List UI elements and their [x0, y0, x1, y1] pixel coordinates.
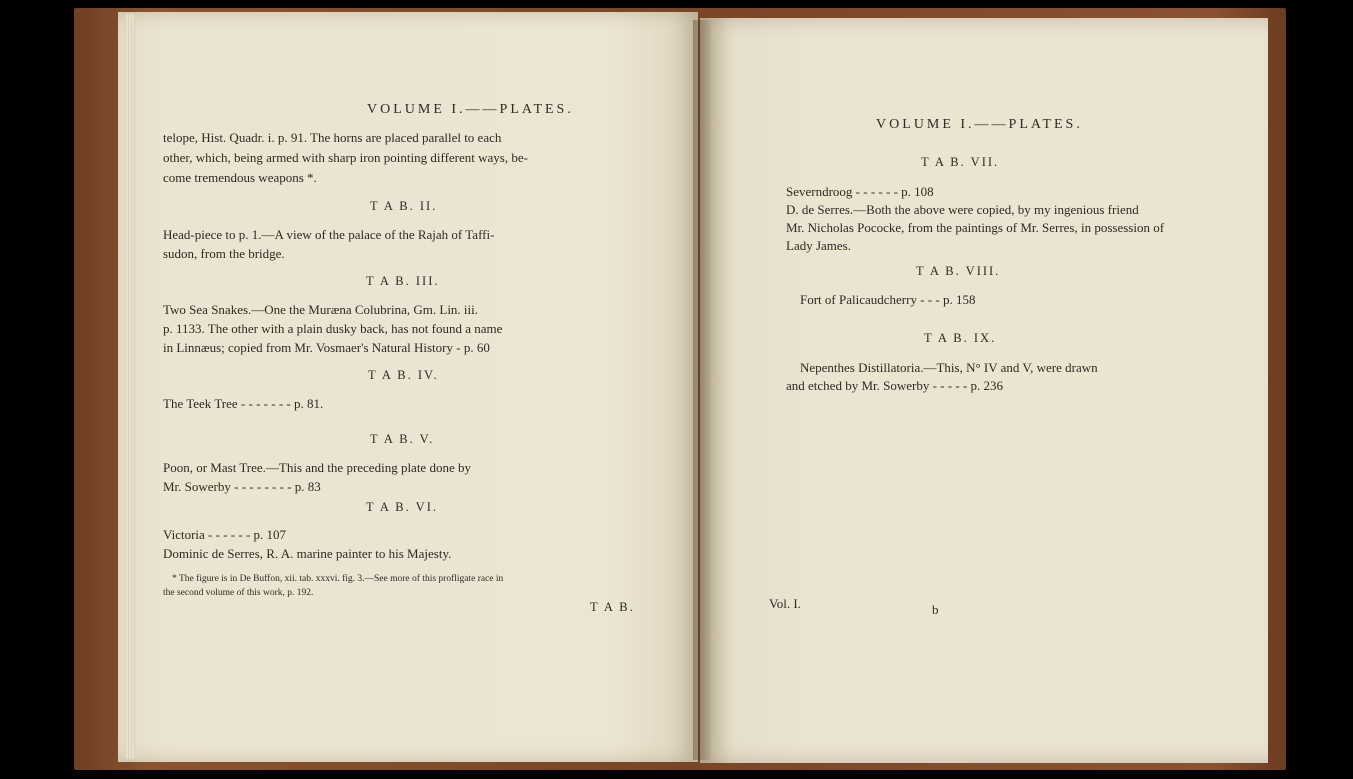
- tab4-line: The Teek Tree - - - - - - - p. 81.: [163, 396, 324, 411]
- tab7-line-4: Lady James.: [786, 238, 851, 253]
- tab7-line-3: Mr. Nicholas Pococke, from the paintings of Mr. Serres, in possession of: [786, 220, 1165, 235]
- tab9-line-1: Nepenthes Distillatoria.—This, N° IV and V, were drawn: [800, 360, 1098, 375]
- tab7-line-1: Severndroog - - - - - - p. 108: [786, 184, 934, 199]
- tab2-heading: T A B. II.: [370, 199, 438, 213]
- tab3-line-3: in Linnæus; copied from Mr. Vosmaer's Natural History - p. 60: [163, 340, 490, 355]
- left-catchword: T A B.: [590, 600, 635, 614]
- intro-line-3: come tremendous weapons *.: [163, 170, 317, 185]
- left-running-header: VOLUME I.——PLATES.: [367, 102, 574, 117]
- tab3-heading: T A B. III.: [366, 274, 440, 288]
- tab5-line-2: Mr. Sowerby - - - - - - - - p. 83: [163, 479, 321, 494]
- signature-volume: Vol. I.: [769, 596, 801, 611]
- book-gutter: [693, 20, 711, 760]
- tab3-line-2: p. 1133. The other with a plain dusky back, has not found a name: [163, 321, 503, 336]
- page-edges: [125, 14, 135, 758]
- left-page: [118, 12, 698, 762]
- right-running-header: VOLUME I.——PLATES.: [876, 117, 1083, 132]
- tab9-heading: T A B. IX.: [924, 331, 997, 345]
- tab2-line-1: Head-piece to p. 1.—A view of the palace of the Rajah of Taffi-: [163, 227, 495, 242]
- intro-line-2: other, which, being armed with sharp iron pointing different ways, be-: [163, 150, 528, 165]
- footnote-line-1: * The figure is in De Buffon, xii. tab. xxxvi. fig. 3.—See more of this profligate race in: [172, 574, 504, 584]
- tab9-line-2: and etched by Mr. Sowerby - - - - - p. 236: [786, 378, 1003, 393]
- footnote-line-2: the second volume of this work, p. 192.: [163, 588, 314, 598]
- tab6-line-1: Victoria - - - - - - p. 107: [163, 527, 287, 542]
- tab2-line-2: sudon, from the bridge.: [163, 246, 285, 261]
- intro-line-1: telope, Hist. Quadr. i. p. 91. The horns are placed parallel to each: [163, 130, 502, 145]
- tab6-line-2: Dominic de Serres, R. A. marine painter to his Majesty.: [163, 546, 452, 561]
- signature-mark: b: [932, 602, 939, 617]
- tab7-line-2: D. de Serres.—Both the above were copied, by my ingenious friend: [786, 202, 1139, 217]
- tab7-heading: T A B. VII.: [921, 155, 1000, 169]
- tab5-line-1: Poon, or Mast Tree.—This and the preceding plate done by: [163, 460, 471, 475]
- tab5-heading: T A B. V.: [370, 432, 435, 446]
- tab4-heading: T A B. IV.: [368, 368, 439, 382]
- tab8-heading: T A B. VIII.: [916, 264, 1001, 278]
- tab6-heading: T A B. VI.: [366, 500, 438, 514]
- tab3-line-1: Two Sea Snakes.—One the Muræna Colubrina, Gm. Lin. iii.: [163, 302, 479, 317]
- tab8-line: Fort of Palicaudcherry - - - p. 158: [800, 292, 976, 307]
